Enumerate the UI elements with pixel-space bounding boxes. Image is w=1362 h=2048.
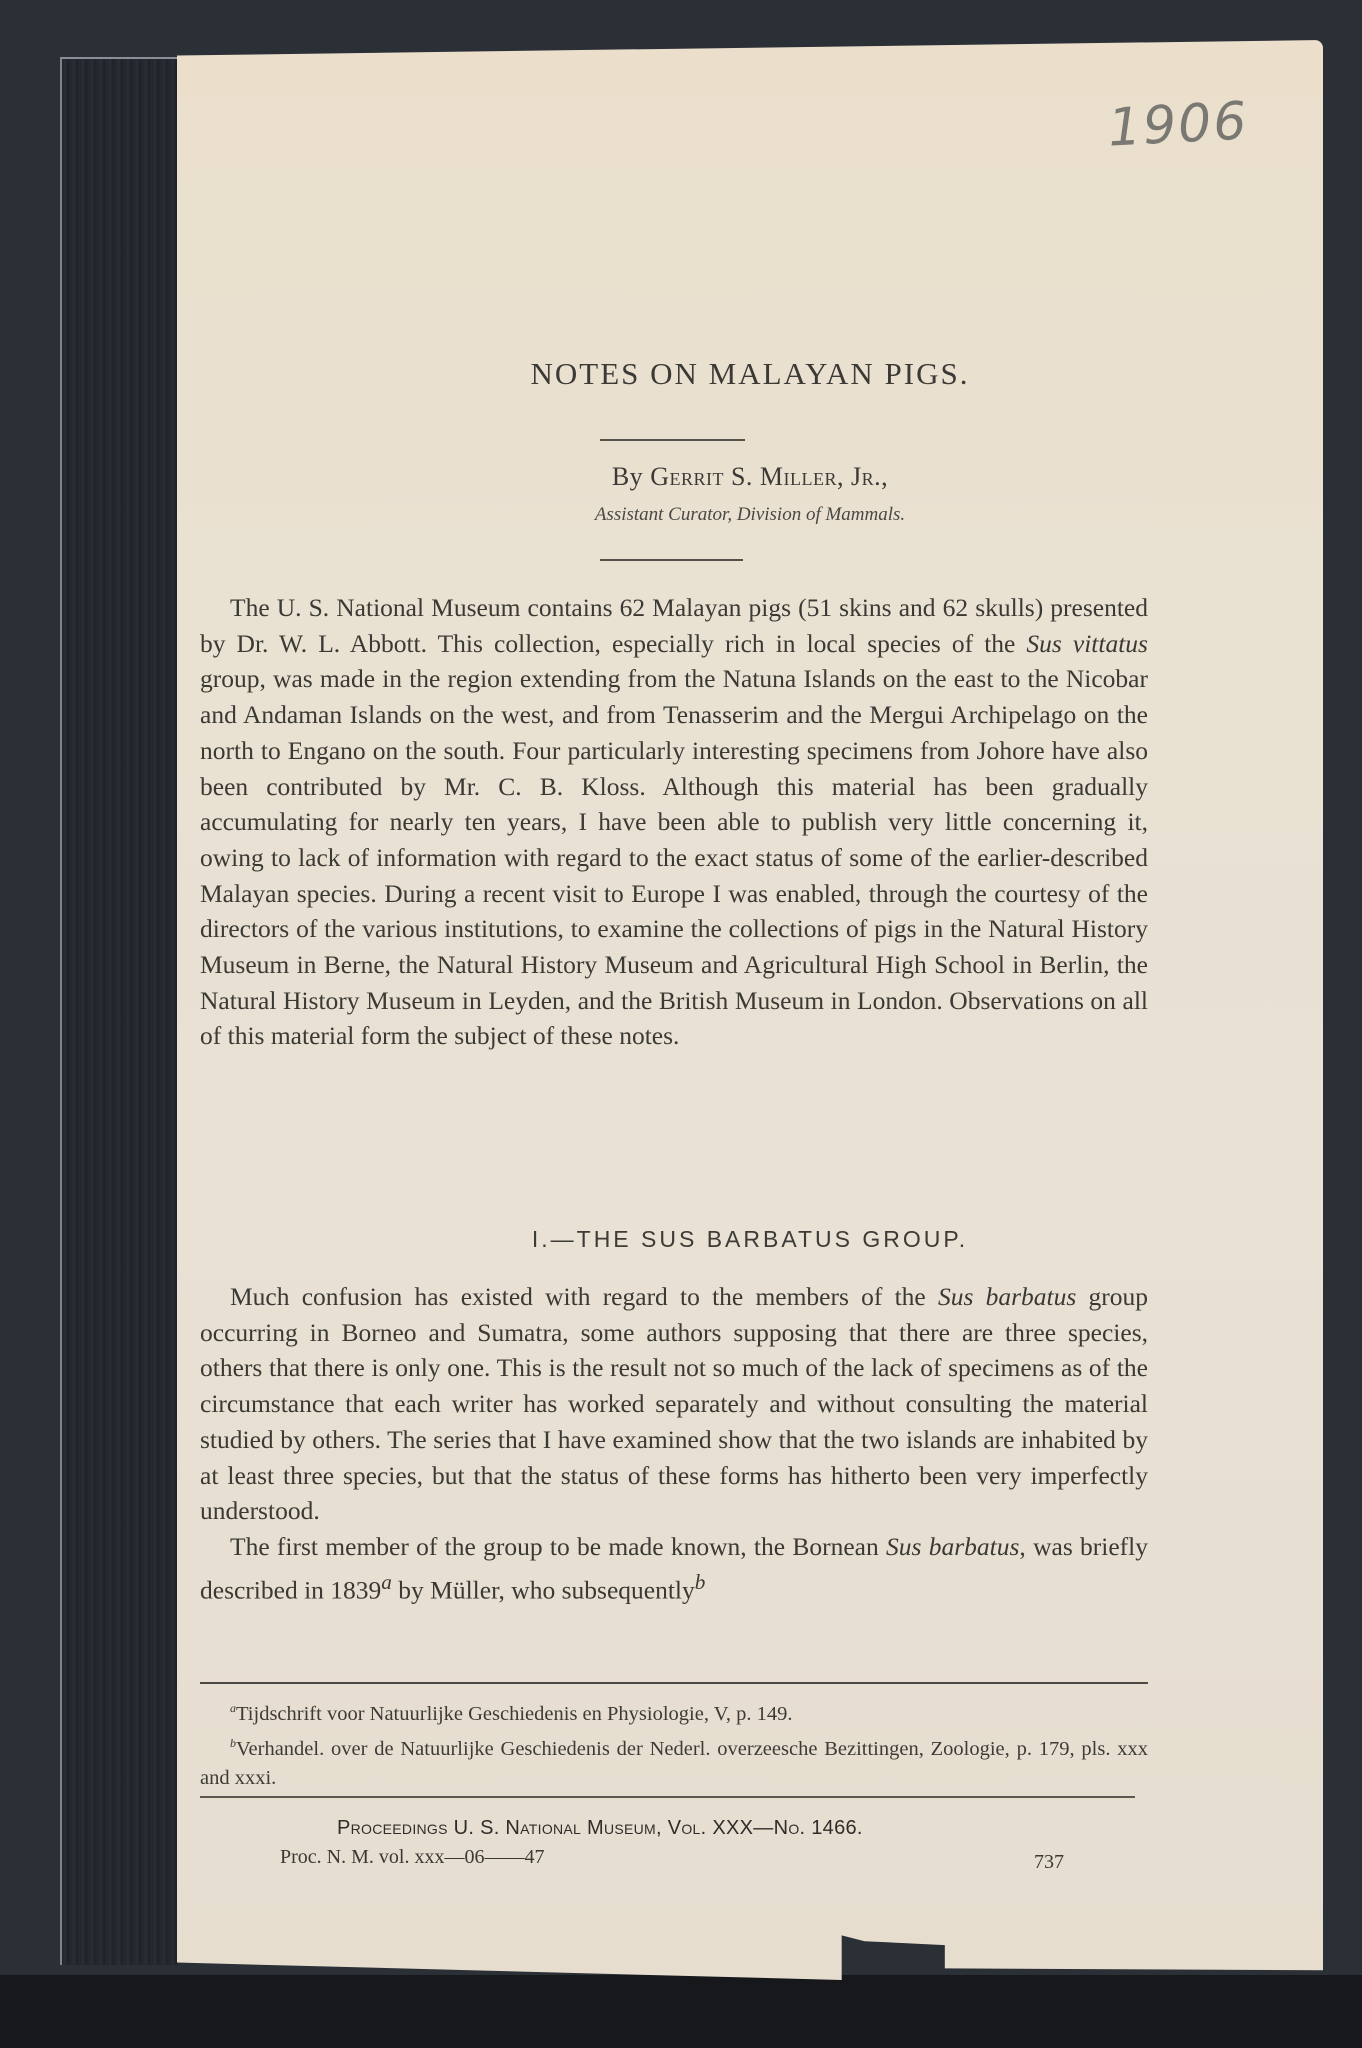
footnotes bbox=[200, 1694, 1148, 1793]
footnote-text: Tijdschrift voor Natuurlijke Geschiedenis en Physiologie, V, p. 149. bbox=[236, 1702, 793, 1725]
footnote-marker: b bbox=[230, 1735, 236, 1750]
page-number: 737 bbox=[1034, 1851, 1064, 1873]
paragraph-text: The U. S. National Museum contains 62 Malayan pigs (51 skins and 62 skulls) presented by Dr. W. L. Abbott. This collection, especially rich in local species of the bbox=[200, 593, 1148, 658]
paragraph-text: by Müller, who subsequently bbox=[391, 1575, 695, 1605]
footnote-b bbox=[200, 1729, 1148, 1793]
paragraph-text: group, was made in the region extending from the Natuna Islands on the east to the Nicobar and Andaman Islands on the west, and from Tenasserim and the Mergui Archipelago on the north to Engano on the south. Four particularly interesting specimens from Johore have also been contributed by Mr. C. B. Kloss. Although this material has been gradually accumulating for nearly ten years, I have been able to publish very little concerning it, owing to lack of information with regard to the exact status of some of the earlier-described Malayan species. During a recent visit to Europe I was enabled, through the courtesy of the directors of the various institutions, to examine the collections of pigs in the Natural History Museum in Berne, the Natural History Museum and Agricultural High School in Berlin, the Natural History Museum in Leyden, and the British Museum in London. Observations on all of this material form the subject of these notes. bbox=[200, 664, 1148, 1051]
byline-divider bbox=[600, 559, 743, 561]
signature-mark: Proc. N. M. vol. xxx—06——47 bbox=[280, 1846, 545, 1868]
section-heading: I.—THE SUS BARBATUS GROUP. bbox=[531, 1226, 969, 1252]
byline-prefix: By bbox=[611, 462, 651, 491]
section-paragraph-2 bbox=[200, 1529, 1148, 1608]
footnote-ref-a[interactable]: a bbox=[381, 1569, 392, 1594]
journal-citation: Proceedings U. S. National Museum, Vol. XXX—No. 1466. bbox=[337, 1817, 863, 1839]
section-body bbox=[200, 1279, 1148, 1608]
handwritten-year-note: 1906 bbox=[1106, 91, 1250, 159]
section-paragraph-1 bbox=[200, 1279, 1148, 1529]
title-divider bbox=[600, 439, 745, 441]
footnote-ref-b[interactable]: b bbox=[694, 1569, 706, 1594]
footnote-divider bbox=[200, 1682, 1148, 1684]
footnote-marker: a bbox=[230, 1701, 236, 1715]
species-name: Sus barbatus bbox=[937, 1282, 1077, 1311]
article-title: NOTES ON MALAYAN PIGS. bbox=[530, 356, 970, 391]
paragraph-text: group occurring in Borneo and Sumatra, some authors supposing that there are three species, others that there is only one. This is the result not so much of the lack of specimens as of the circumstance that each writer has worked separately and without consulting the material studied by others. The series that I have examined show that the two islands are inhabited by at least three species, but that the status of these forms has hitherto been very imperfectly understood. bbox=[200, 1282, 1149, 1526]
footnote-a bbox=[200, 1694, 1148, 1729]
species-name: Sus vittatus bbox=[1026, 628, 1148, 658]
author-affiliation: Assistant Curator, Division of Mammals. bbox=[594, 504, 906, 525]
table-surface bbox=[0, 1975, 1362, 2048]
footer-divider bbox=[200, 1796, 1135, 1798]
author-byline bbox=[177, 462, 1323, 492]
paragraph-text: The first member of the group to be made known, the Bornean bbox=[230, 1531, 887, 1561]
species-name: Sus barbatus bbox=[886, 1531, 1020, 1561]
paragraph-text: Much confusion has existed with regard to the members of the bbox=[230, 1282, 938, 1311]
binding-spine bbox=[60, 57, 178, 1965]
footnote-text: Verhandel. over de Natuurlijke Geschiedenis der Nederl. overzeesche Bezittingen, Zoologie, p. 179, pls. xxx and xxxi. bbox=[200, 1737, 1148, 1789]
intro-paragraph bbox=[200, 590, 1148, 1054]
paragraph-text: , was briefly described in 1839 bbox=[200, 1531, 1148, 1605]
author-name: Gerrit S. Miller, Jr., bbox=[650, 462, 889, 491]
